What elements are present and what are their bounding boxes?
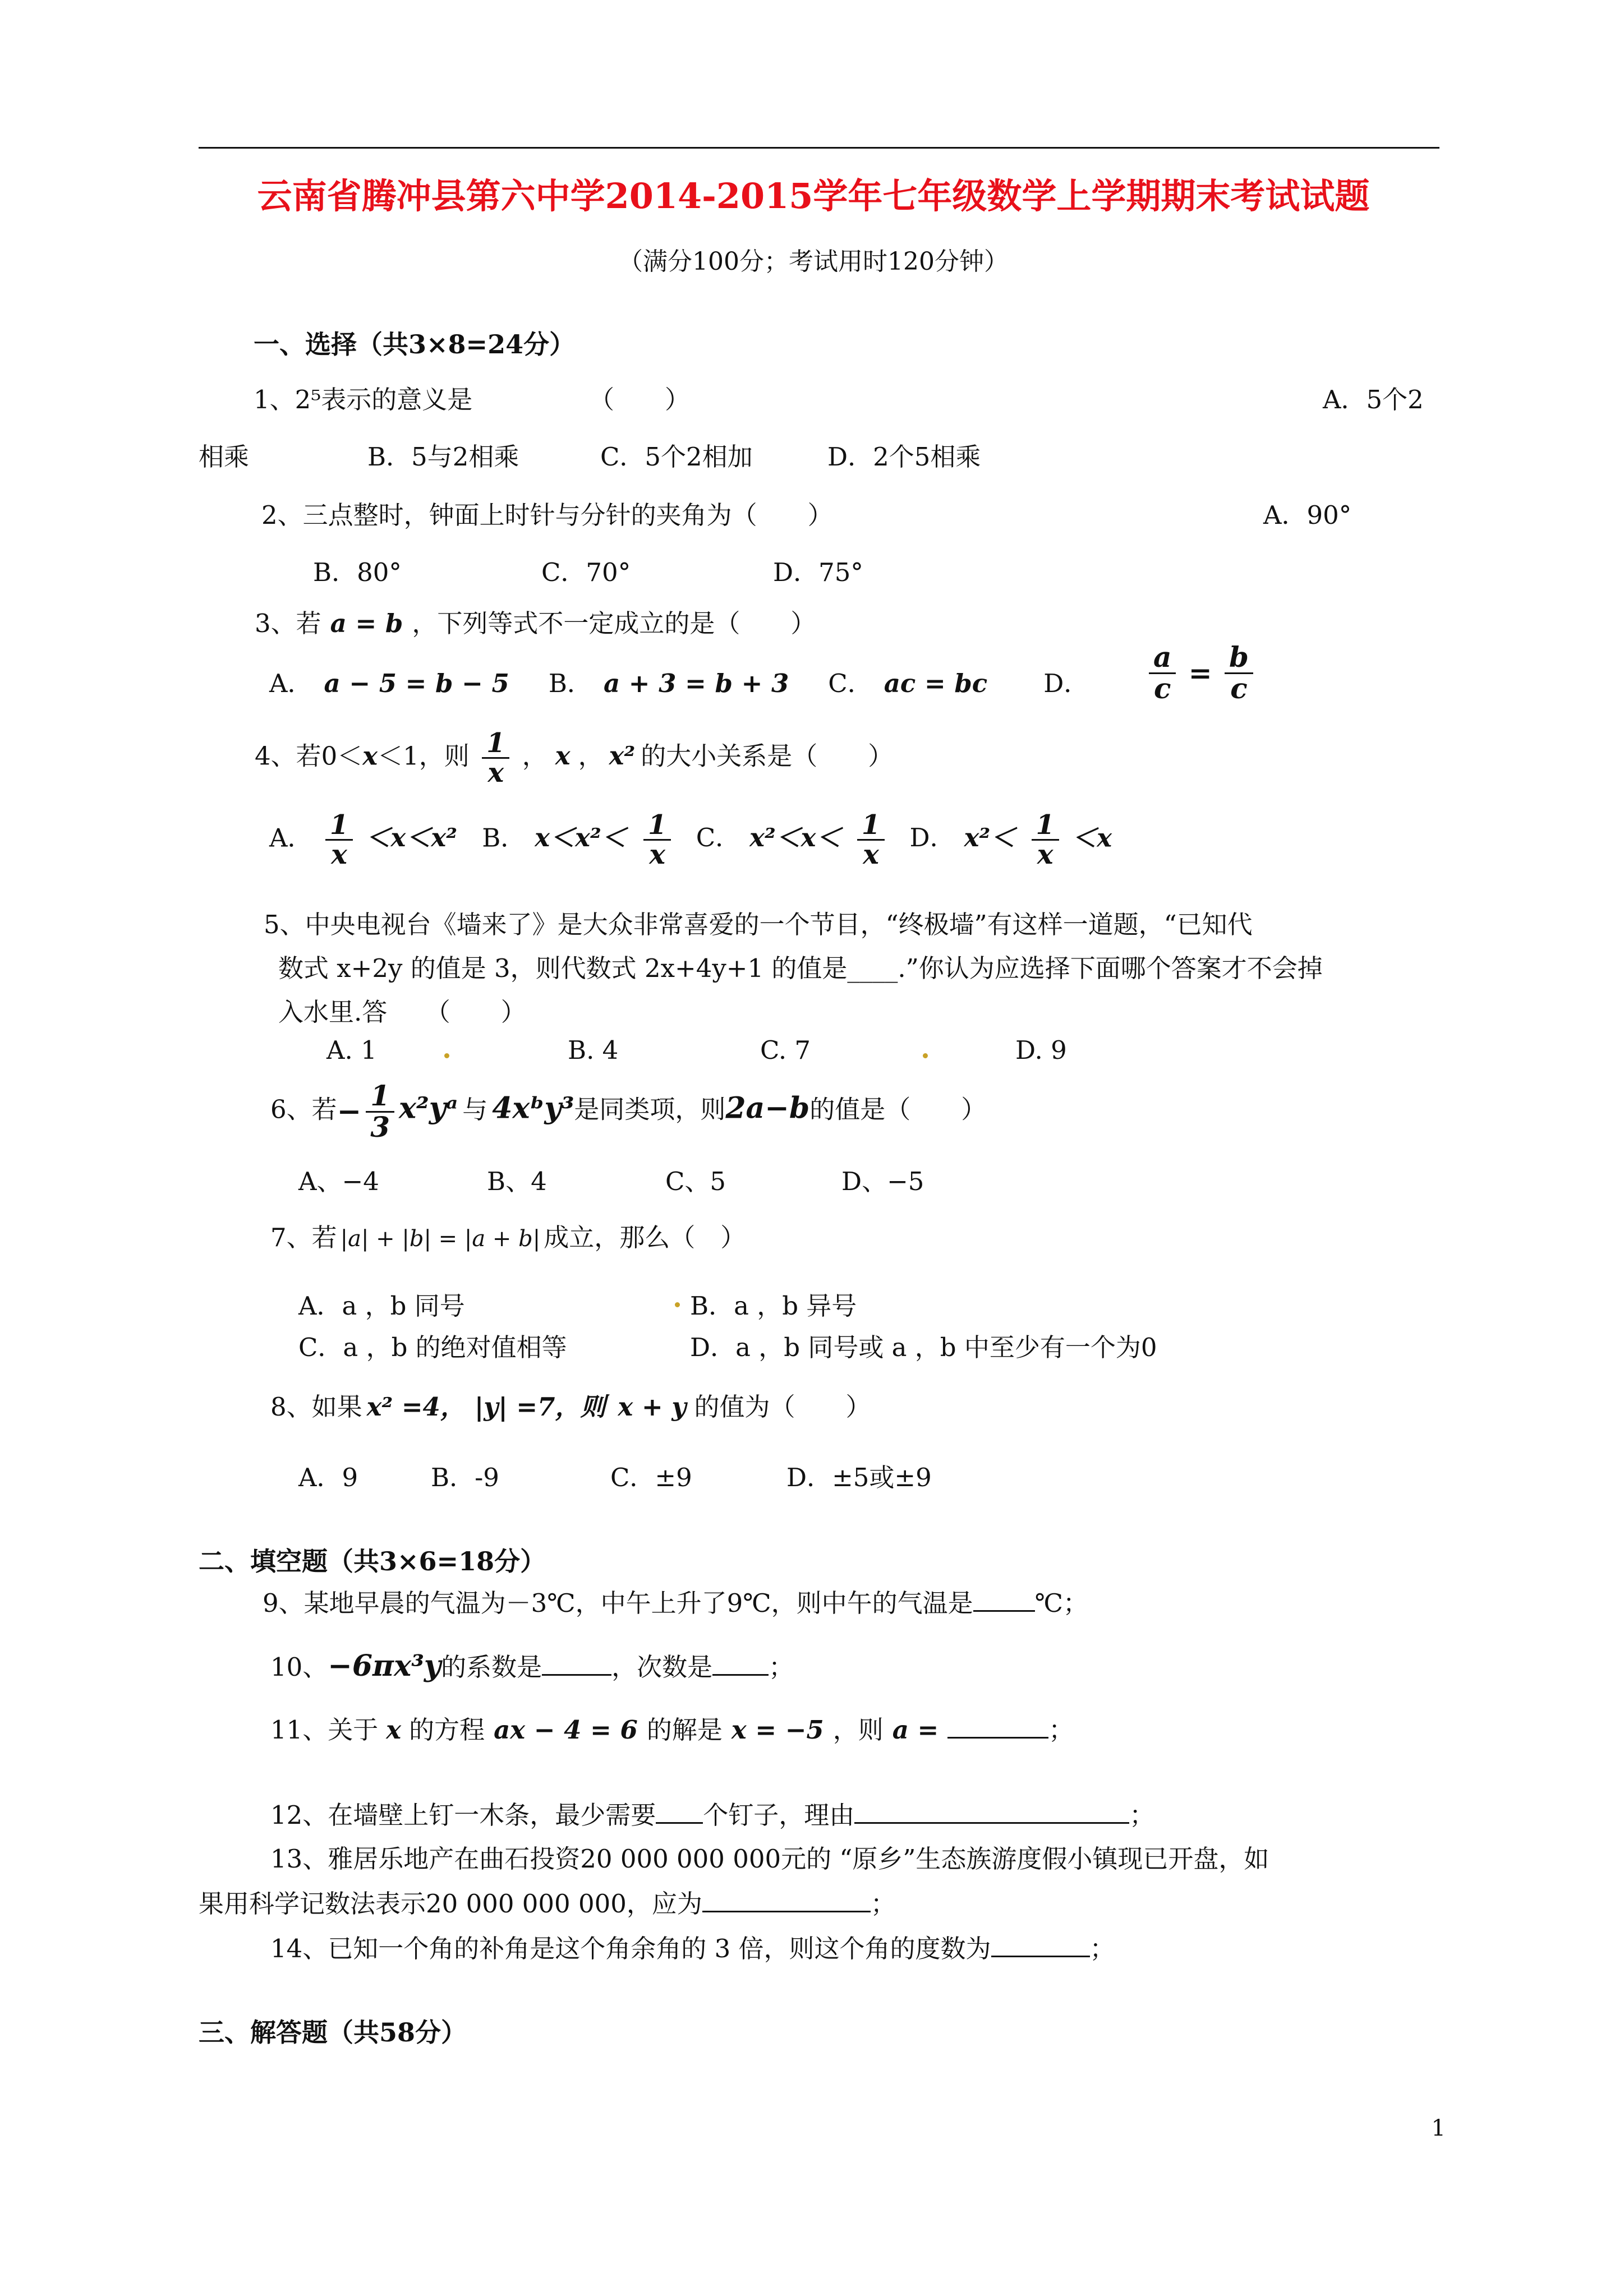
- q2-text: 2、三点整时，钟面上时针与分针的夹角为（ ）: [261, 500, 833, 530]
- q2-option-b: B．80°: [313, 557, 402, 587]
- q1-paren: （ ）: [589, 385, 691, 414]
- q3-stem: 3、若 a = b ，下列等式不一定成立的是（ ）: [255, 608, 816, 638]
- q5-option-b: B. 4: [568, 1035, 619, 1065]
- q13-line1: 13、雅居乐地产在曲石投资20 000 000 000元的 “原乡”生态族游度假小镇现已开盘，如: [270, 1844, 1269, 1874]
- page-title: 云南省腾冲县第六中学2014-2015学年七年级数学上学期期末考试试题: [257, 176, 1370, 216]
- q1-option-a: A．5个2: [1323, 385, 1424, 414]
- q10-text: 10、−6πx³y的系数是 ，次数是 ；: [270, 1649, 794, 1683]
- stray-dot: [675, 1302, 680, 1307]
- q6-option-a: A、−4: [298, 1167, 379, 1196]
- q14-text: 14、已知一个角的补角是这个角余角的 3 倍，则这个角的度数为 ；: [270, 1934, 1115, 1963]
- q11-text: 11、关于 x 的方程 ax − 4 = 6 的解是 x = −5 ，则 a = ；: [270, 1715, 1074, 1745]
- q1-text: 1、2⁵表示的意义是: [254, 385, 473, 414]
- q12-text: 12、在墙壁上钉一木条，最少需要 个钉子，理由 ；: [270, 1800, 1155, 1830]
- q3-options: A． a − 5 = b − 5 B． a + 3 = b + 3 C． ac = bc D．: [269, 668, 1089, 698]
- q8-option-a: A．9: [298, 1463, 358, 1492]
- q2-option-a: A．90°: [1263, 500, 1352, 530]
- q2-option-c: C．70°: [541, 557, 631, 587]
- q1-option-c: C．5个2相加: [600, 442, 753, 472]
- q4-options: A． $\frac{1}{x}$ ＜x＜x² B． x＜x²＜ $\frac{1}{x}$ C． x²＜x＜ $\frac{1}{x}$ D． x²＜ $\frac{1}{x}$ ＜x: [269, 809, 1112, 871]
- q7-option-b: B．a ，b 异号: [690, 1291, 857, 1321]
- q7-stem: 7、若 |a| + |b| = |a + b| 成立，那么（ ）: [270, 1223, 746, 1252]
- q8-option-b: B．-9: [431, 1463, 499, 1492]
- q5-option-d: D. 9: [1015, 1035, 1067, 1065]
- q8-option-d: D．±5或±9: [786, 1463, 932, 1492]
- q7-option-a: A．a ，b 同号: [298, 1291, 465, 1321]
- q5-line3: 入水里.答 （ ）: [278, 997, 526, 1027]
- q5-option-a: A. 1: [326, 1035, 377, 1065]
- stray-dot: [923, 1053, 928, 1058]
- q8-stem: 8、如果 x² =4， |y| =7，则 x + y 的值为（ ）: [270, 1392, 871, 1422]
- q8-option-c: C．±9: [610, 1463, 692, 1492]
- q6-stem: 6、若− $\frac{1}{3}$ x²yᵃ 与 4xᵇy³是同类项，则2a−b的值是（ ）: [270, 1079, 987, 1144]
- q2-option-d: D．75°: [773, 557, 863, 587]
- q7-option-c: C．a ，b 的绝对值相等: [298, 1333, 567, 1362]
- q1-option-a-cont: 相乘: [199, 442, 250, 472]
- q9-text: 9、某地早晨的气温为－3℃，中午上升了9℃，则中午的气温是 ℃；: [263, 1588, 1088, 1618]
- page-subtitle: （满分100分；考试用时120分钟）: [618, 247, 1009, 276]
- q3-option-d-expr: $\frac{a}{c}$ = $\frac{b}{c}$: [1144, 643, 1258, 703]
- q5-option-c: C. 7: [760, 1035, 811, 1065]
- header-rule: [199, 147, 1439, 149]
- section3-heading: 三、解答题（共58分）: [199, 2017, 467, 2048]
- q1-option-d: D．2个5相乘: [827, 442, 981, 472]
- q6-option-c: C、5: [665, 1167, 726, 1196]
- stray-dot: [444, 1053, 449, 1058]
- page-number: 1: [1431, 2115, 1446, 2141]
- q4-stem: 4、若0＜x＜1，则 $\frac{1}{x}$ ， x ， x² 的大小关系是（ ）: [255, 727, 894, 789]
- section2-heading: 二、填空题（共3×6=18分）: [199, 1546, 546, 1576]
- q6-option-b: B、4: [487, 1167, 547, 1196]
- q13-line2: 果用科学记数法表示20 000 000 000，应为 ；: [199, 1889, 896, 1919]
- q1-option-b: B．5与2相乘: [367, 442, 519, 472]
- q5-line1: 5、中央电视台《墙来了》是大众非常喜爱的一个节目，“终极墙”有这样一道题，“已知代: [264, 910, 1253, 939]
- q7-option-d: D．a ，b 同号或 a ，b 中至少有一个为0: [690, 1333, 1157, 1362]
- section1-heading: 一、选择（共3×8=24分）: [254, 329, 576, 359]
- q5-line2: 数式 x+2y 的值是 3，则代数式 2x+4y+1 的值是____.”你认为应选择下面哪个答案才不会掉: [278, 953, 1323, 983]
- q6-option-d: D、−5: [841, 1167, 924, 1196]
